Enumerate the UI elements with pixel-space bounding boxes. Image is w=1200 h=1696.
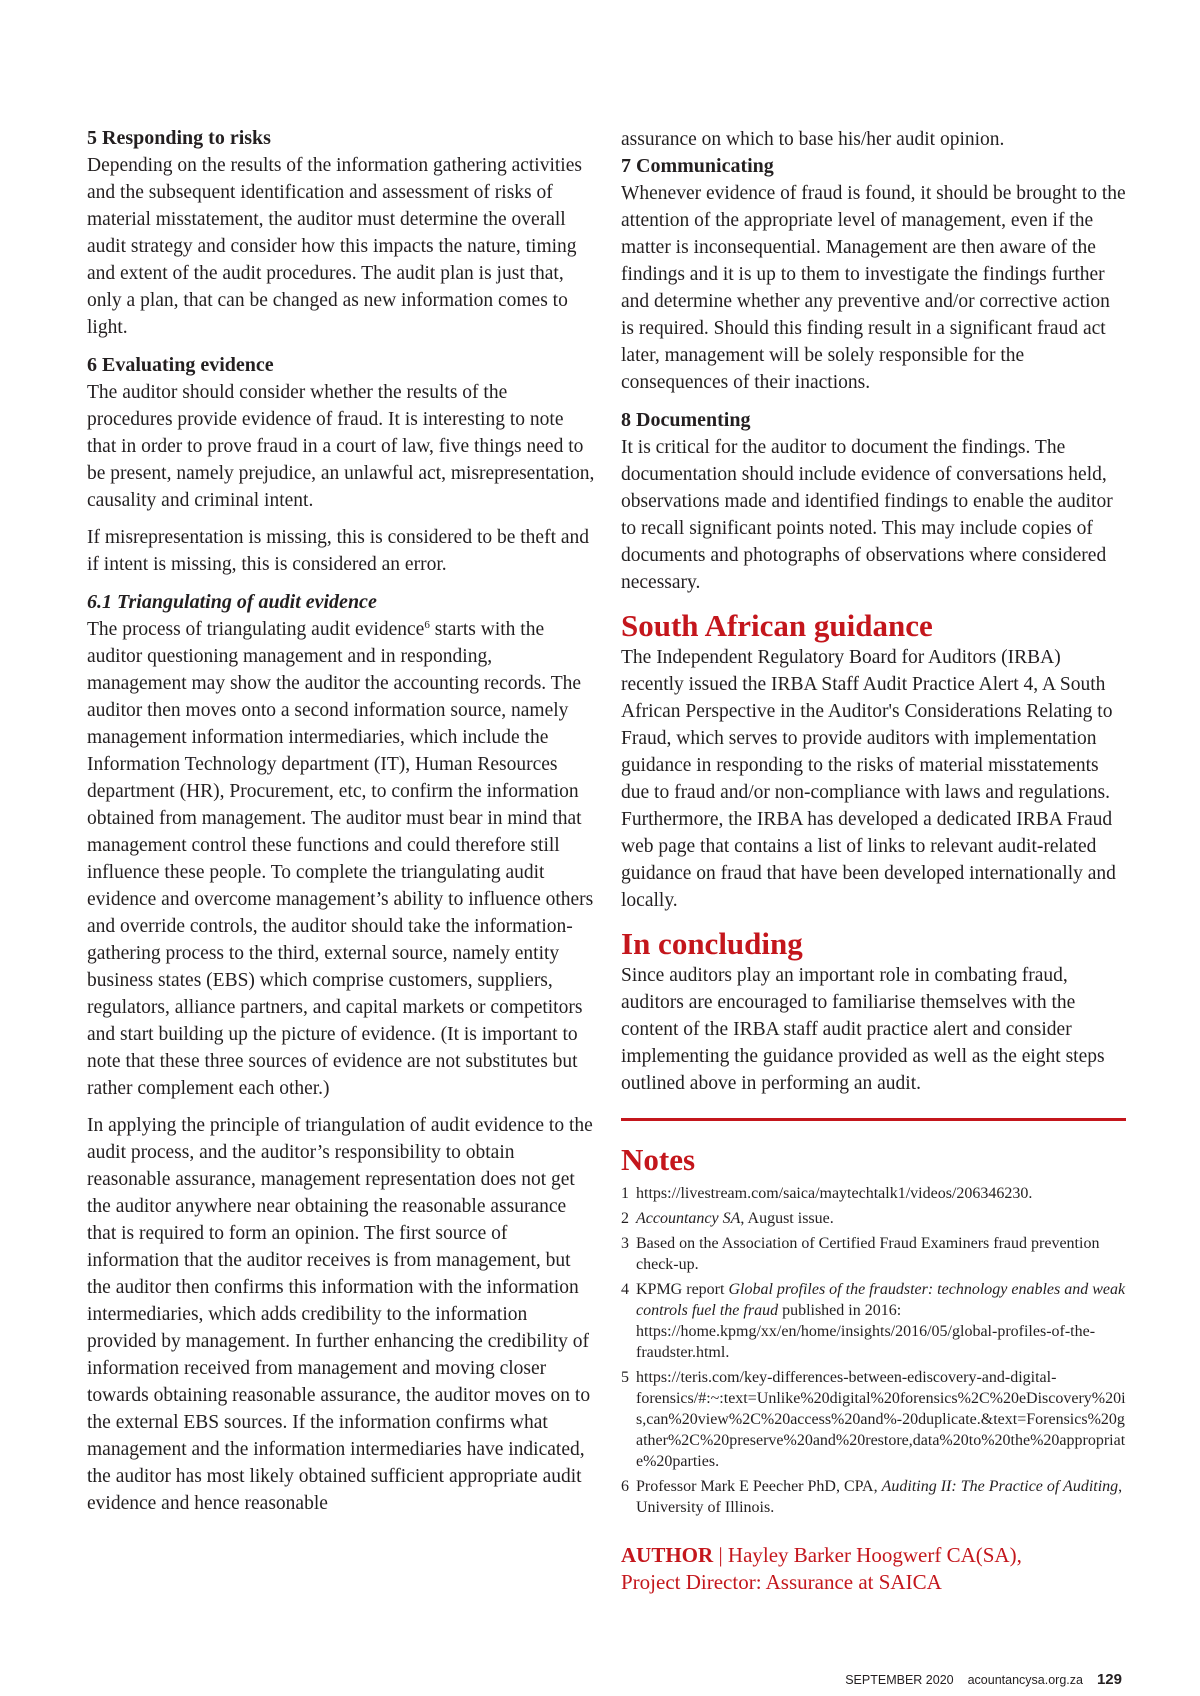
author-role: Project Director: Assurance at SAICA [621, 1570, 942, 1594]
divider [621, 1118, 1126, 1121]
right-column [621, 126, 1126, 1596]
note-item [621, 1279, 1126, 1363]
heading-notes: Notes [621, 1142, 696, 1177]
note-text: Based on the Association of Certified Fraud Examiners fraud prevention check-up. [636, 1235, 1100, 1273]
paragraph-continuation: assurance on which to base his/her audit opinion. [621, 129, 1005, 150]
note-number: 3 [621, 1235, 629, 1252]
note-item [621, 1367, 1126, 1472]
paragraph: The Independent Regulatory Board for Auditors (IRBA) recently issued the IRBA Staff Audit Practice Alert 4, A South African Perspective in the Auditor's Considerations Relating to Fraud, which serves to provide auditors with implementation guidance in responding to the risks of material misstatements due to fraud and/or non-compliance with laws and regulations. Furthermore, the IRBA has developed a dedicated IRBA Fraud web page that contains a list of links to relevant audit-related guidance on fraud that have been developed internationally and locally. [621, 647, 1116, 911]
note-link[interactable]: https://teris.com/key-differences-between-ediscovery-and-digital-forensics/#:~:text=Unlike%20digital%20forensics%2C%20eDiscovery%20is,can%20view%2C%20access%20and%-20duplicate.&text=Forensics%20gather%2C%20preserve%20and%20restore,data%20to%20the%20appropriate%20parties. [636, 1369, 1126, 1470]
paragraph [87, 616, 595, 1102]
paragraph: The auditor should consider whether the results of the procedures provide evidence of fraud. It is interesting to note that in order to prove fraud in a court of law, five things need to be present, namely prejudice, an unlawful act, misrepresentation, causality and criminal intent. [87, 382, 595, 511]
author-separator: | [713, 1543, 728, 1567]
note-item [621, 1208, 1126, 1229]
section-triangulating [87, 589, 595, 1517]
paragraph: Depending on the results of the information gathering activities and the subsequent identification and assessment of risks of material misstatement, the auditor must determine the overall audit strategy and consider how this impacts the nature, timing and extent of the audit procedures. The audit plan is just that, only a plan, that can be changed as new information comes to light. [87, 155, 582, 338]
paragraph: It is critical for the auditor to document the findings. The documentation should include evidence of conversations held, observations made and identified findings to enable the auditor to recall significant points noted. This may include copies of documents and photographs of observations where considered necessary. [621, 437, 1113, 593]
page-number: 129 [1096, 1671, 1122, 1688]
note-item [621, 1233, 1126, 1275]
note-item [621, 1476, 1126, 1518]
note-text: , August issue. [740, 1210, 834, 1227]
heading-communicating: 7 Communicating [621, 155, 774, 177]
heading-triangulating: 6.1 Triangulating of audit evidence [87, 591, 377, 613]
text-run: The process of triangulating audit evidence [87, 619, 425, 640]
note-number: 5 [621, 1369, 629, 1386]
note-title: Auditing II: The Practice of Auditing [881, 1478, 1119, 1495]
issue-date: SEPTEMBER 2020 [845, 1673, 954, 1687]
paragraph: In applying the principle of triangulation of audit evidence to the audit process, and the auditor’s responsibility to obtain reasonable assurance, management representation does not get the auditor anywhere near obtaining the reasonable assurance that is required to form an opinion. The first source of information that the auditor receives is from management, but the auditor then confirms this information with the information intermediaries, which adds credibility to the information provided by management. In further enhancing the credibility of information received from management and moving closer towards obtaining reasonable assurance, the auditor moves on to the external EBS sources. If the information confirms what management and the information intermediaries have indicated, the auditor has most likely obtained sufficient appropriate audit evidence and hence reasonable [87, 1115, 593, 1514]
text-run: starts with the auditor questioning management and in responding, management may show the auditor the accounting records. The auditor then moves onto a second information source, namely management information intermediaries, which include the Information Technology department (IT), Human Resources department (HR), Procurement, etc, to confirm the information obtained from management. The auditor must bear in mind that management control these functions and could therefore still influence these people. To complete the triangulating audit evidence and overcome management’s ability to influence others and override controls, the auditor should take the information-gathering process to the third, external source, namely entity business states (EBS) which comprise customers, suppliers, regulators, alliance partners, and capital markets or competitors and start building up the picture of evidence. (It is important to note that these three sources of evidence are not substitutes but rather complement each other.) [87, 619, 594, 1099]
author-credit [621, 1542, 1126, 1596]
author-name: Hayley Barker Hoogwerf CA(SA), [727, 1543, 1022, 1567]
note-link[interactable]: published in 2016: https://home.kpmg/xx/en/home/insights/2016/05/global-profiles-of-the-fraudster.html. [636, 1302, 1096, 1361]
section-documenting [621, 407, 1126, 596]
section-communicating [621, 153, 1126, 396]
heading-south-african-guidance: South African guidance [621, 608, 933, 643]
note-text: KPMG report [636, 1281, 729, 1298]
notes-list [621, 1183, 1126, 1518]
website[interactable]: acountancysa.org.za [967, 1673, 1083, 1687]
section-responding-to-risks [87, 125, 595, 341]
note-title: Accountancy SA [636, 1210, 741, 1227]
section-evaluating-evidence [87, 352, 595, 578]
author-label: AUTHOR [621, 1543, 714, 1567]
note-item [621, 1183, 1126, 1204]
note-title: Global profiles of the fraudster: technology enables and weak controls fuel the fraud [636, 1281, 1126, 1319]
note-link[interactable]: https://livestream.com/saica/maytechtalk1/videos/206346230. [636, 1185, 1033, 1202]
paragraph: Whenever evidence of fraud is found, it should be brought to the attention of the appropriate level of management, even if the matter is inconsequential. Management are then aware of the findings and it is up to them to investigate the findings further and determine whether any preventive and/or corrective action is required. Should this finding result in a significant fraud act later, management will be solely responsible for the consequences of their inactions. [621, 183, 1126, 393]
left-column [87, 125, 595, 1517]
page-footer [831, 1671, 1122, 1688]
note-text: Professor Mark E Peecher PhD, CPA, [636, 1478, 882, 1495]
heading-in-concluding: In concluding [621, 926, 803, 961]
note-number: 1 [621, 1185, 629, 1202]
heading-evaluating-evidence: 6 Evaluating evidence [87, 354, 274, 376]
note-number: 4 [621, 1281, 629, 1298]
note-number: 2 [621, 1210, 629, 1227]
footnote-ref: 6 [424, 619, 430, 631]
note-text: , University of Illinois. [636, 1478, 1123, 1516]
heading-responding-to-risks: 5 Responding to risks [87, 127, 271, 149]
paragraph: If misrepresentation is missing, this is considered to be theft and if intent is missing, this is considered an error. [87, 527, 590, 575]
heading-documenting: 8 Documenting [621, 409, 751, 431]
note-number: 6 [621, 1478, 629, 1495]
paragraph: Since auditors play an important role in combating fraud, auditors are encouraged to familiarise themselves with the content of the IRBA staff audit practice alert and consider implementing the guidance provided as well as the eight steps outlined above in performing an audit. [621, 965, 1105, 1094]
